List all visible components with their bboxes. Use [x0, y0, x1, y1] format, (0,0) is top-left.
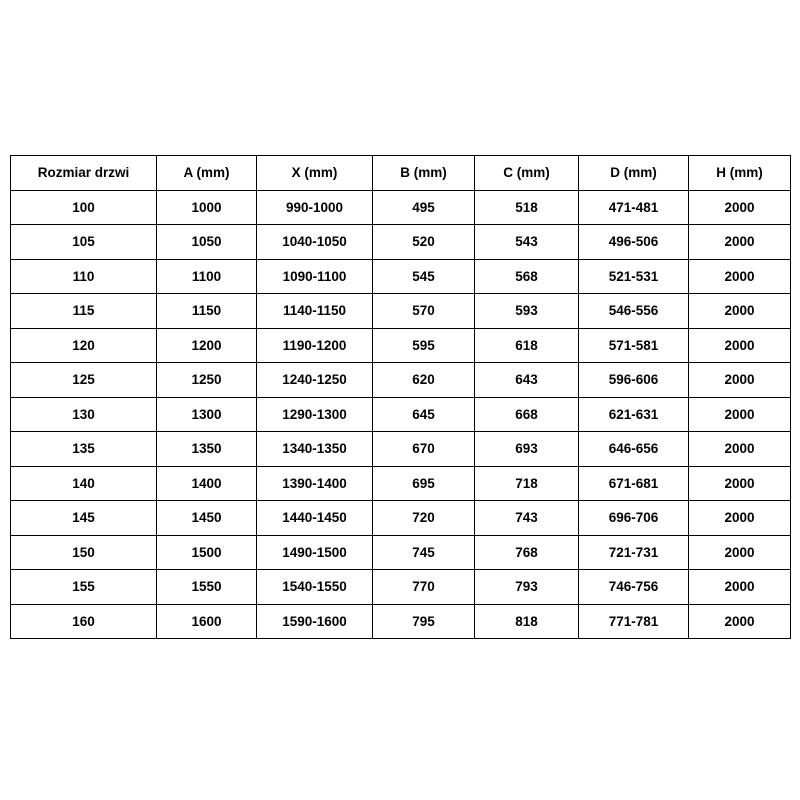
- cell-a: 1550: [157, 570, 257, 605]
- table-row: [11, 466, 791, 501]
- cell-door-size: 110: [11, 259, 157, 294]
- cell-door-size: 120: [11, 328, 157, 363]
- table-row: [11, 363, 791, 398]
- column-header-door-size: Rozmiar drzwi: [11, 156, 157, 191]
- cell-door-size: 100: [11, 190, 157, 225]
- cell-a: 1050: [157, 225, 257, 260]
- column-header-d: D (mm): [579, 156, 689, 191]
- cell-d: 621-631: [579, 397, 689, 432]
- cell-d: 696-706: [579, 501, 689, 536]
- cell-door-size: 155: [11, 570, 157, 605]
- table-row: [11, 397, 791, 432]
- cell-d: 671-681: [579, 466, 689, 501]
- cell-h: 2000: [689, 328, 791, 363]
- cell-door-size: 130: [11, 397, 157, 432]
- column-header-b: B (mm): [373, 156, 475, 191]
- cell-a: 1600: [157, 604, 257, 639]
- cell-b: 520: [373, 225, 475, 260]
- cell-c: 593: [475, 294, 579, 329]
- cell-d: 496-506: [579, 225, 689, 260]
- cell-b: 570: [373, 294, 475, 329]
- cell-x: 1090-1100: [257, 259, 373, 294]
- cell-c: 793: [475, 570, 579, 605]
- table-row: [11, 501, 791, 536]
- cell-d: 646-656: [579, 432, 689, 467]
- cell-h: 2000: [689, 259, 791, 294]
- cell-c: 518: [475, 190, 579, 225]
- column-header-x: X (mm): [257, 156, 373, 191]
- cell-b: 770: [373, 570, 475, 605]
- table-row: [11, 225, 791, 260]
- cell-h: 2000: [689, 570, 791, 605]
- cell-d: 771-781: [579, 604, 689, 639]
- cell-x: 1490-1500: [257, 535, 373, 570]
- cell-d: 596-606: [579, 363, 689, 398]
- cell-c: 618: [475, 328, 579, 363]
- cell-x: 1040-1050: [257, 225, 373, 260]
- table-header: [11, 156, 791, 191]
- cell-d: 746-756: [579, 570, 689, 605]
- cell-c: 768: [475, 535, 579, 570]
- cell-c: 718: [475, 466, 579, 501]
- cell-x: 1390-1400: [257, 466, 373, 501]
- cell-b: 645: [373, 397, 475, 432]
- cell-a: 1000: [157, 190, 257, 225]
- door-size-specification-table: [10, 155, 791, 639]
- table-row: [11, 328, 791, 363]
- cell-a: 1150: [157, 294, 257, 329]
- cell-b: 495: [373, 190, 475, 225]
- table-row: [11, 432, 791, 467]
- cell-x: 1590-1600: [257, 604, 373, 639]
- cell-h: 2000: [689, 604, 791, 639]
- cell-a: 1200: [157, 328, 257, 363]
- cell-a: 1250: [157, 363, 257, 398]
- cell-door-size: 135: [11, 432, 157, 467]
- cell-h: 2000: [689, 397, 791, 432]
- cell-x: 1140-1150: [257, 294, 373, 329]
- cell-a: 1500: [157, 535, 257, 570]
- cell-d: 471-481: [579, 190, 689, 225]
- cell-b: 795: [373, 604, 475, 639]
- cell-door-size: 125: [11, 363, 157, 398]
- cell-h: 2000: [689, 225, 791, 260]
- table-row: [11, 294, 791, 329]
- cell-h: 2000: [689, 535, 791, 570]
- cell-x: 1540-1550: [257, 570, 373, 605]
- cell-x: 1240-1250: [257, 363, 373, 398]
- cell-d: 521-531: [579, 259, 689, 294]
- table-row: [11, 259, 791, 294]
- cell-d: 721-731: [579, 535, 689, 570]
- cell-door-size: 105: [11, 225, 157, 260]
- cell-a: 1100: [157, 259, 257, 294]
- cell-b: 720: [373, 501, 475, 536]
- cell-door-size: 145: [11, 501, 157, 536]
- cell-x: 1190-1200: [257, 328, 373, 363]
- cell-h: 2000: [689, 466, 791, 501]
- cell-b: 620: [373, 363, 475, 398]
- cell-c: 543: [475, 225, 579, 260]
- cell-a: 1350: [157, 432, 257, 467]
- cell-b: 695: [373, 466, 475, 501]
- cell-door-size: 115: [11, 294, 157, 329]
- column-header-h: H (mm): [689, 156, 791, 191]
- cell-d: 571-581: [579, 328, 689, 363]
- cell-h: 2000: [689, 432, 791, 467]
- cell-c: 668: [475, 397, 579, 432]
- column-header-a: A (mm): [157, 156, 257, 191]
- cell-c: 568: [475, 259, 579, 294]
- specification-table-container: [10, 155, 790, 639]
- cell-b: 670: [373, 432, 475, 467]
- column-header-c: C (mm): [475, 156, 579, 191]
- cell-b: 595: [373, 328, 475, 363]
- cell-c: 693: [475, 432, 579, 467]
- table-row: [11, 604, 791, 639]
- cell-c: 643: [475, 363, 579, 398]
- cell-h: 2000: [689, 501, 791, 536]
- cell-c: 818: [475, 604, 579, 639]
- cell-c: 743: [475, 501, 579, 536]
- cell-h: 2000: [689, 190, 791, 225]
- cell-x: 1340-1350: [257, 432, 373, 467]
- table-row: [11, 570, 791, 605]
- table-body: [11, 190, 791, 639]
- cell-b: 745: [373, 535, 475, 570]
- cell-x: 1440-1450: [257, 501, 373, 536]
- table-row: [11, 190, 791, 225]
- cell-h: 2000: [689, 363, 791, 398]
- cell-door-size: 160: [11, 604, 157, 639]
- cell-a: 1450: [157, 501, 257, 536]
- cell-a: 1300: [157, 397, 257, 432]
- cell-door-size: 150: [11, 535, 157, 570]
- cell-door-size: 140: [11, 466, 157, 501]
- table-header-row: [11, 156, 791, 191]
- cell-d: 546-556: [579, 294, 689, 329]
- cell-a: 1400: [157, 466, 257, 501]
- cell-b: 545: [373, 259, 475, 294]
- cell-h: 2000: [689, 294, 791, 329]
- cell-x: 1290-1300: [257, 397, 373, 432]
- table-row: [11, 535, 791, 570]
- cell-x: 990-1000: [257, 190, 373, 225]
